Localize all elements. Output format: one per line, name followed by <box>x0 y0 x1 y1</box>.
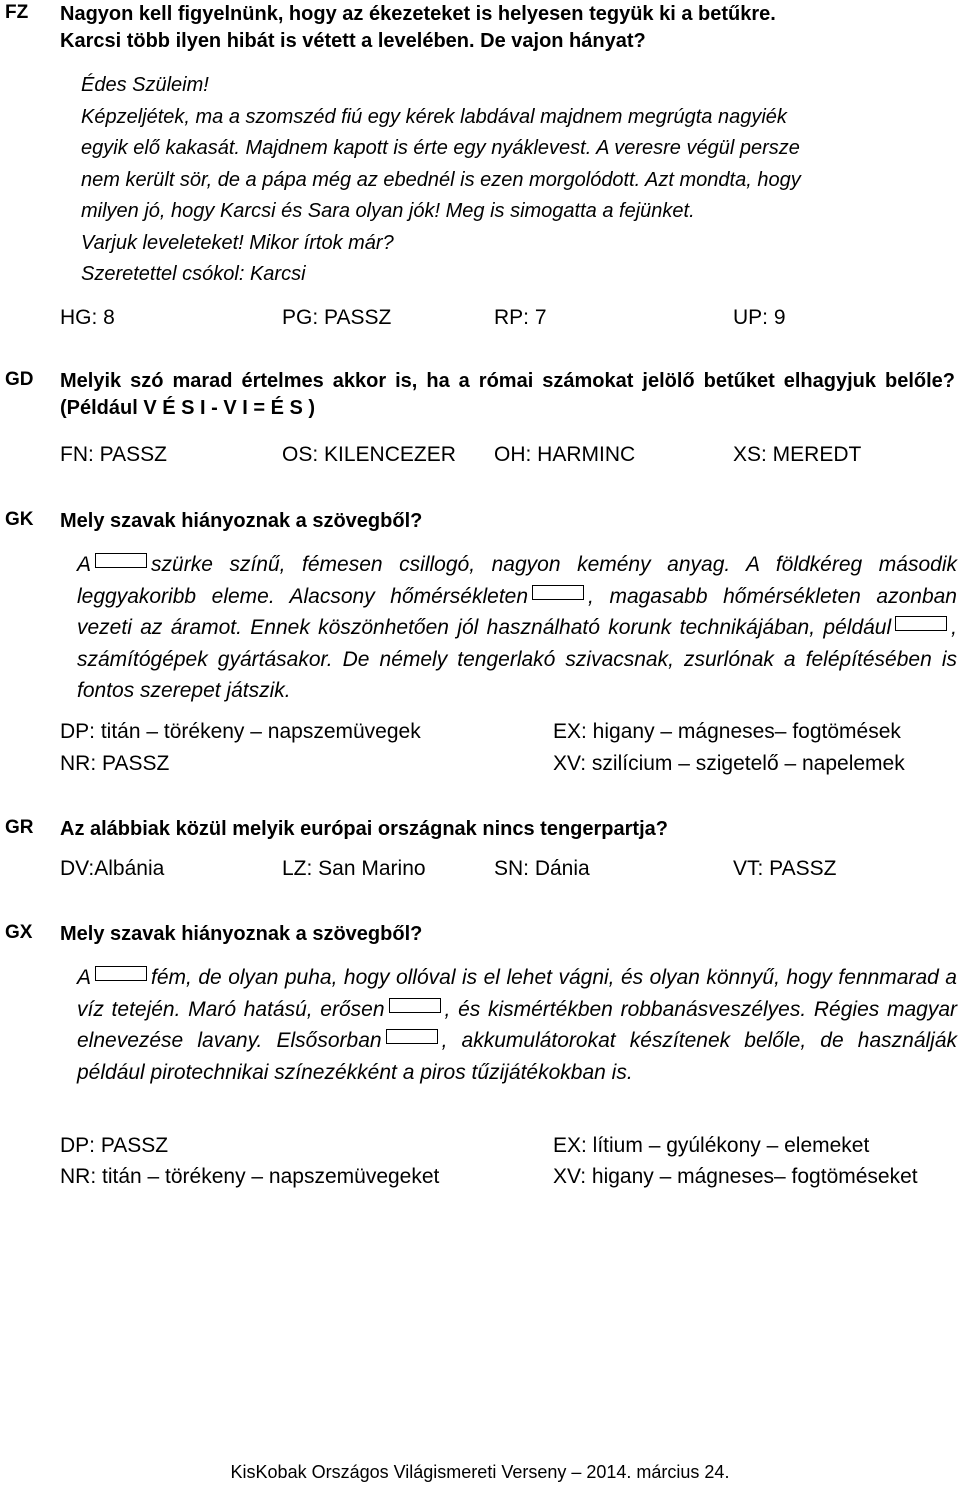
gap-fill-text-gk <box>77 549 957 707</box>
text-part: , akkumulátorokat készítenek belőle, de használják például pirotechnikai színezékként a piros tűzijátékokban is. <box>77 1029 958 1084</box>
letter-line: Varjuk leveleteket! Mikor írtok már? <box>81 231 394 254</box>
answer-option[interactable]: EX: higany – mágneses– fogtömések <box>553 720 901 743</box>
text-part: A <box>77 966 92 989</box>
blank-box <box>389 998 441 1013</box>
question-fz <box>60 1 955 55</box>
question-gx: Mely szavak hiányoznak a szövegből? <box>60 923 423 945</box>
letter-line: Édes Szüleim! <box>81 74 209 96</box>
letter-line: Képzeljétek, ma a szomszéd fiú egy kérek labdával majdnem megrúgta nagyiék <box>81 105 787 128</box>
section-code-gk: GK <box>5 509 34 530</box>
text-part: , számítógépek gyártásakor. De némely tengerlakó szivacsnak, zsurlónak a felépítésében is fontos szerepet játszik. <box>77 616 957 702</box>
answer-option[interactable]: DP: titán – törékeny – napszemüvegek <box>60 720 421 743</box>
blank-box <box>532 585 584 600</box>
blank-box <box>386 1029 438 1044</box>
answer-option[interactable]: HG: 8 <box>60 306 115 329</box>
gap-fill-text-gx <box>77 962 957 1088</box>
answer-option[interactable]: NR: titán – törékeny – napszemüvegeket <box>60 1165 440 1188</box>
text-part: fém, de olyan puha, hogy ollóval is el lehet vágni, és olyan könnyű, hogy fennmarad a víz tetején. Maró hatású, erősen <box>77 966 957 1021</box>
letter-line: milyen jó, hogy Karcsi és Sara olyan jók! Meg is simogatta a fejünket. <box>81 200 695 222</box>
letter-line: nem került sör, de a pápa még az ebednél is ezen morgolódott. Azt mondta, hogy <box>81 168 801 191</box>
letter-line: Szeretettel csókol: Karcsi <box>81 263 306 285</box>
answer-option[interactable]: LZ: San Marino <box>282 857 426 880</box>
answer-option[interactable]: OS: KILENCEZER <box>282 443 456 466</box>
answer-option[interactable]: UP: 9 <box>733 306 786 329</box>
section-code-fz: FZ <box>5 2 29 23</box>
page-footer: KisKobak Országos Világismereti Verseny – 2014. március 24. <box>230 1462 730 1482</box>
question-gk: Mely szavak hiányoznak a szövegből? <box>60 510 423 532</box>
answer-option[interactable]: OH: HARMINC <box>494 443 636 466</box>
section-code-gd: GD <box>5 369 34 390</box>
blank-box <box>95 553 147 568</box>
question-gr: Az alábbiak közül melyik európai országnak nincs tengerpartja? <box>60 818 668 840</box>
text-part: szürke színű, fémesen csillogó, nagyon kemény anyag. A földkéreg második leggyakoribb eleme. Alacsony hőmérsékleten <box>77 553 957 608</box>
answer-option[interactable]: SN: Dánia <box>494 857 590 880</box>
answer-option[interactable]: VT: PASSZ <box>733 857 837 880</box>
answer-option[interactable]: NR: PASSZ <box>60 752 170 775</box>
section-code-gr: GR <box>5 817 34 838</box>
blank-box <box>895 616 947 631</box>
question-fz-line2: Karcsi több ilyen hibát is vétett a levelében. De vajon hányat? <box>60 30 646 52</box>
answer-option[interactable]: XV: higany – mágneses– fogtöméseket <box>553 1165 918 1188</box>
question-fz-line1: Nagyon kell figyelnünk, hogy az ékezeteket is helyesen tegyük ki a betűkre. <box>60 3 776 25</box>
answer-option[interactable]: RP: 7 <box>494 306 547 329</box>
answer-option[interactable]: FN: PASSZ <box>60 443 167 466</box>
answer-option[interactable]: DP: PASSZ <box>60 1134 169 1157</box>
letter-text <box>81 70 958 291</box>
letter-line: egyik elő kakasát. Majdnem kapott is érte egy nyáklevest. A veresre végül persze <box>81 137 800 159</box>
answer-option[interactable]: EX: lítium – gyúlékony – elemeket <box>553 1134 870 1157</box>
section-code-gx: GX <box>5 922 33 943</box>
text-part: , és kismértékben robbanásveszélyes. Régies magyar elnevezése lavany. Elsősorban <box>77 997 957 1052</box>
answer-option[interactable]: XS: MEREDT <box>733 443 862 466</box>
question-gd: Melyik szó marad értelmes akkor is, ha a római számokat jelölő betűket elhagyjuk belőle? (Például V É S I - V I = É S ) <box>60 370 955 419</box>
text-part: A <box>77 553 92 576</box>
answer-option[interactable]: XV: szilícium – szigetelő – napelemek <box>553 752 905 775</box>
blank-box <box>95 966 147 981</box>
answer-option[interactable]: DV:Albánia <box>60 857 165 880</box>
answer-option[interactable]: PG: PASSZ <box>282 306 392 329</box>
text-part: , magasabb hőmérsékleten azonban vezeti az áramot. Ennek köszönhetően jól használható korunk technikájában, például <box>77 584 957 639</box>
